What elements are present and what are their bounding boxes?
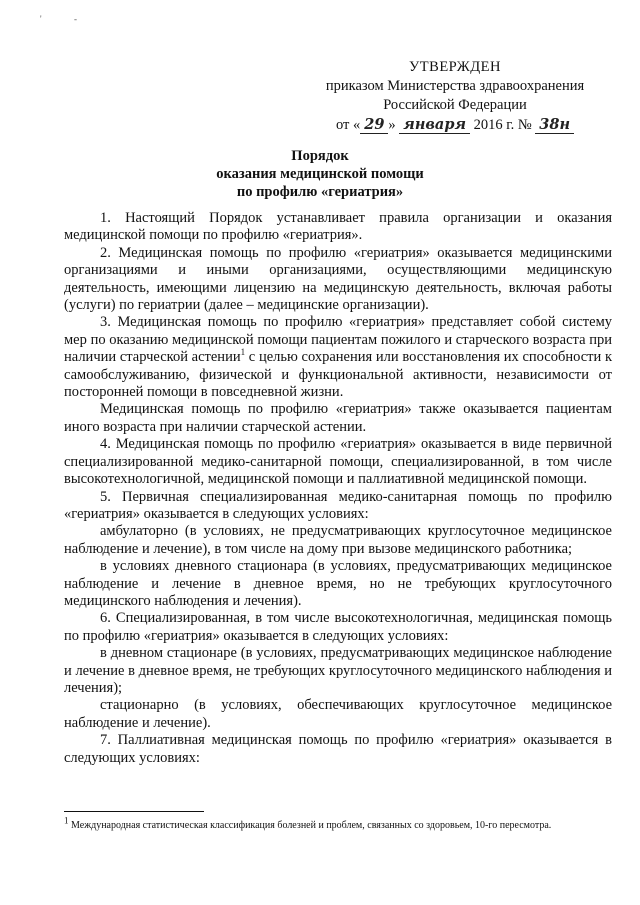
paragraph-5: 5. Первичная специализированная медико-санитарная помощь по профилю «гериатрия» оказывается в следующих условиях: [64,488,612,522]
title-line-3: по профилю «гериатрия» [236,184,404,200]
approval-line-ministry: приказом Министерства здравоохранения [325,78,585,94]
handwritten-day: 29 [360,116,388,134]
footnote [64,815,612,832]
title-line-2: оказания медицинской помощи [216,166,424,182]
paragraph-6-item-day-hospital: в дневном стационаре (в условиях, предусматривающих медицинское наблюдение и лечение в дневное время, не требующих круглосуточного медицинского наблюдения и лечения); [64,645,612,696]
document-title [0,147,640,201]
scan-artifact: - [74,14,77,24]
scan-artifact: ' [40,14,42,24]
approval-date-line [300,115,610,135]
paragraph-4: 4. Медицинская помощь по профилю «гериатрия» оказывается в виде первичной специализированной медико-санитарной помощи, специализированной, в том числе высокотехнологичной, медицинской помощи и паллиативной медицинской помощи. [64,436,612,488]
footnote-reference: 1 [240,347,246,358]
title-line-1: Порядок [291,148,349,164]
footnote-mark: 1 [64,815,69,826]
paragraph-5-item-day-hospital: в условиях дневного стационара (в условиях, предусматривающих медицинское наблюдение и лечение в дневное время, но не требующих круглосуточного медицинского наблюдения и лечения). [64,558,612,609]
paragraph-1: 1. Настоящий Порядок устанавливает правила организации и оказания медицинской помощи по профилю «гериатрия». [64,210,612,244]
date-year: 2016 г. № [470,117,536,133]
footnote-text: Международная статистическая классификация болезней и проблем, связанных со здоровьем, 10-го пересмотра. [68,820,552,831]
paragraph-6-item-inpatient: стационарно (в условиях, обеспечивающих круглосуточное медицинское наблюдение и лечение). [64,697,612,731]
paragraph-3 [64,314,612,401]
paragraph-3-part-b: с целью сохранения или восстановления их способности к самообслуживанию, физической и функциональной активности, независимости от посторонней помощи в повседневной жизни. [64,349,613,401]
date-prefix: от « [335,117,361,133]
paragraph-5-item-outpatient: амбулаторно (в условиях, не предусматривающих круглосуточное медицинское наблюдение и лечение), в том числе на дому при вызове медицинского работника; [64,523,612,557]
handwritten-month: января [399,116,470,134]
approval-block [300,58,610,135]
approval-line-federation: Российской Федерации [383,97,527,113]
date-mid: » [388,117,400,133]
paragraph-6: 6. Специализированная, в том числе высокотехнологичная, медицинская помощь по профилю «гериатрия» оказывается в следующих условиях: [64,610,612,644]
handwritten-order-number: 38н [535,116,574,134]
paragraph-3-continuation: Медицинская помощь по профилю «гериатрия» также оказывается пациентам иного возраста при наличии старческой астении. [64,401,612,435]
approval-heading: УТВЕРЖДЕН [409,59,501,75]
footnote-divider [64,811,204,812]
document-body [64,210,612,767]
paragraph-3-part-a: 3. Медицинская помощь по профилю «гериатрия» представляет собой систему мер по оказанию медицинской помощи пациентам пожилого и старческого возраста при наличии старческой астении [64,314,612,366]
paragraph-7: 7. Паллиативная медицинская помощь по профилю «гериатрия» оказывается в следующих условиях: [64,732,612,766]
paragraph-2: 2. Медицинская помощь по профилю «гериатрия» оказывается медицинскими организациями и иными организациями, осуществляющими медицинскую деятельность, имеющими лицензию на медицинскую деятельность, включая работы (услуги) по гериатрии (далее – медицинские организации). [64,244,612,314]
